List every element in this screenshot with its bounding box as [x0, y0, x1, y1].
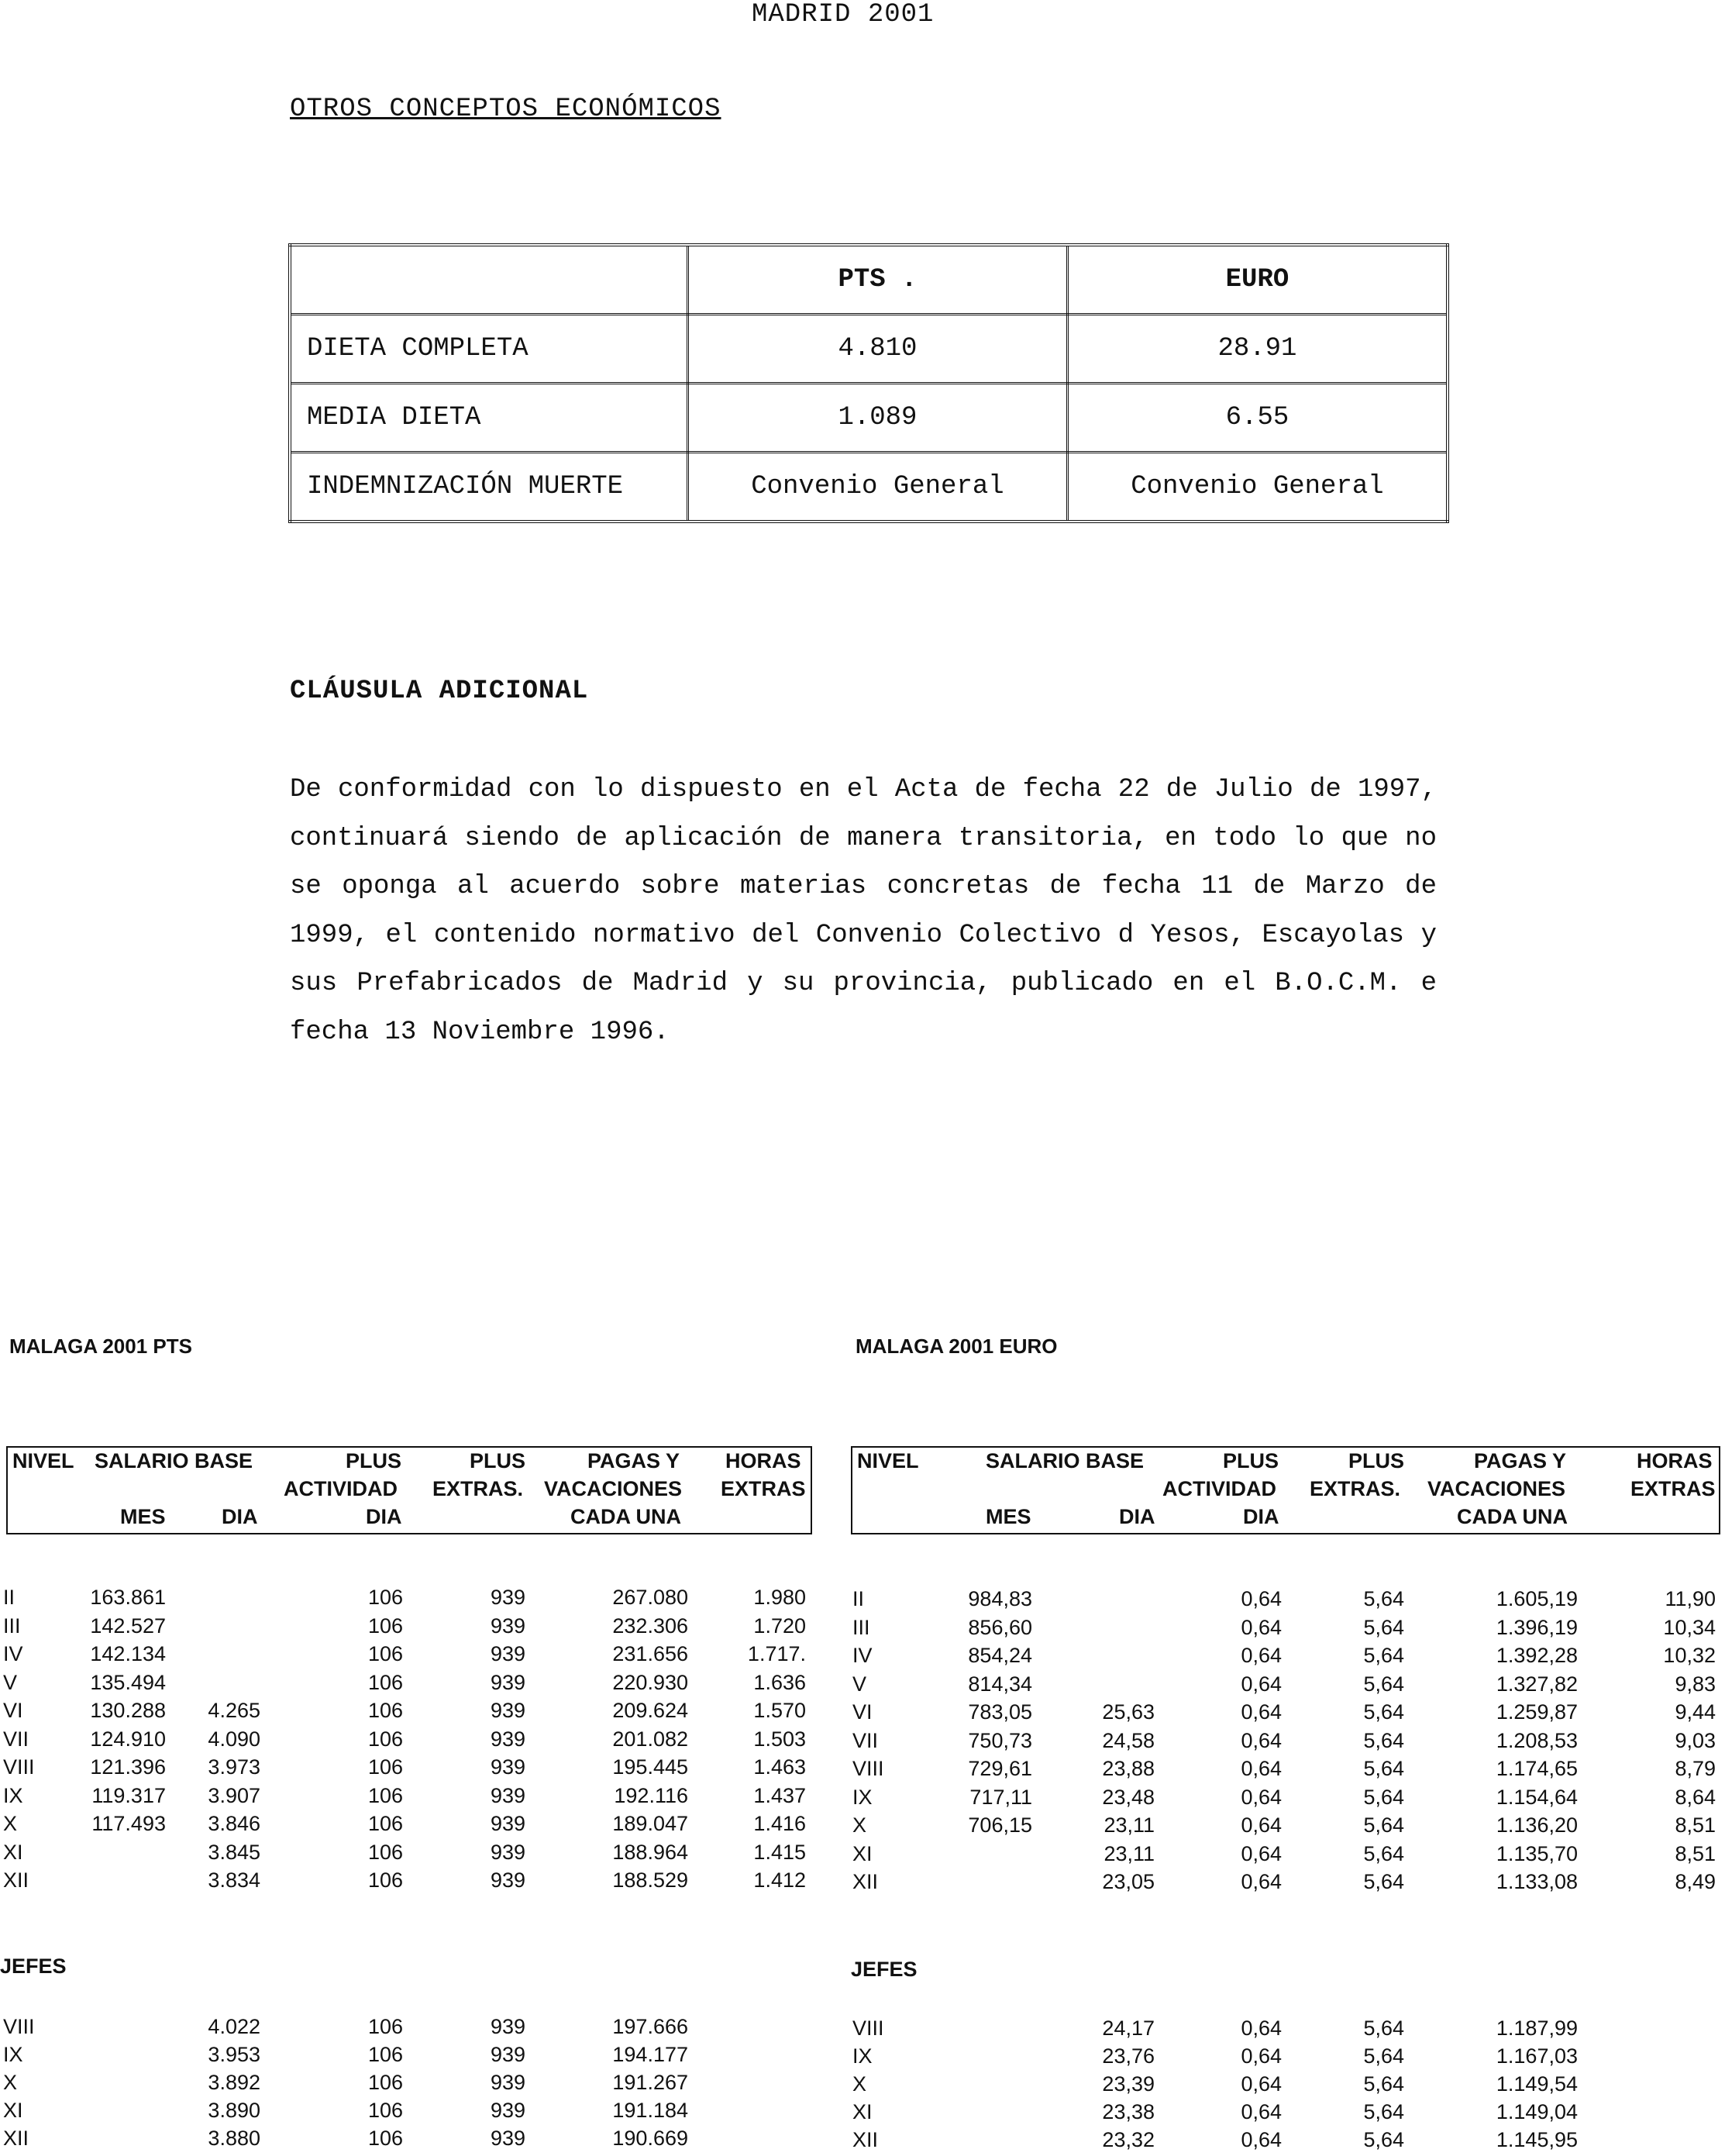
table-row	[851, 2128, 1720, 2156]
horas-extras-cell: 8,64	[1675, 1785, 1716, 1809]
table-header	[851, 1446, 1720, 1534]
plus-extras-cell: 939	[490, 1783, 525, 1807]
plus-actividad-cell: 106	[367, 2127, 403, 2150]
nivel-cell: II	[3, 1586, 15, 1609]
table-row	[3, 1699, 812, 1727]
horas-extras-cell: 8,51	[1675, 1841, 1716, 1865]
column-header-pts: PTS .	[688, 245, 1068, 315]
plus-extras-cell: 939	[490, 2071, 525, 2094]
salario-mes-cell: 729,61	[968, 1757, 1032, 1780]
plus-extras-cell: 5,64	[1363, 2072, 1404, 2096]
pagas-vacaciones-cell: 1.149,04	[1496, 2100, 1578, 2123]
plus-extras-cell: 5,64	[1363, 1700, 1404, 1724]
salario-mes-cell: 121.396	[90, 1755, 166, 1779]
table-row	[3, 2015, 812, 2043]
nivel-cell: X	[3, 1812, 18, 1835]
plus-actividad-cell: 106	[367, 1727, 403, 1751]
salario-mes-cell: 163.861	[90, 1586, 166, 1609]
plus-actividad-cell: 106	[367, 2071, 403, 2094]
pagas-vacaciones-cell: 1.133,08	[1496, 1870, 1578, 1893]
table-row	[851, 2044, 1720, 2072]
salario-dia-cell: 4.090	[208, 1727, 260, 1751]
plus-extras-cell: 939	[490, 2099, 525, 2122]
table-row	[851, 1757, 1720, 1785]
horas-extras-cell: 1.636	[753, 1670, 806, 1694]
nivel-cell: V	[852, 1672, 867, 1696]
plus-actividad-cell: 106	[367, 1868, 403, 1892]
header-horas: HORAS	[1637, 1449, 1713, 1472]
salario-dia-cell: 24,17	[1102, 2017, 1155, 2040]
pagas-vacaciones-cell: 194.177	[612, 2043, 688, 2066]
plus-extras-cell: 5,64	[1363, 1644, 1404, 1667]
plus-extras-cell: 5,64	[1363, 1615, 1404, 1639]
plus-actividad-cell: 106	[367, 1783, 403, 1807]
pagas-vacaciones-cell: 1.605,19	[1496, 1587, 1578, 1610]
salario-mes-cell: 124.910	[90, 1727, 166, 1751]
pagas-vacaciones-cell: 188.964	[612, 1840, 688, 1864]
header-dia: DIA	[1119, 1505, 1155, 1528]
nivel-cell: III	[3, 1614, 21, 1638]
plus-extras-cell: 939	[490, 1840, 525, 1864]
pagas-vacaciones-cell: 1.174,65	[1496, 1757, 1578, 1780]
table-row	[851, 1729, 1720, 1757]
plus-actividad-cell: 0,64	[1241, 1728, 1282, 1752]
pagas-vacaciones-cell: 231.656	[612, 1642, 688, 1665]
table-row	[3, 1868, 812, 1896]
nivel-cell: VII	[852, 1728, 879, 1752]
pagas-vacaciones-cell: 190.669	[612, 2127, 688, 2150]
header-mes: MES	[120, 1505, 166, 1528]
plus-extras-cell: 5,64	[1363, 1813, 1404, 1837]
horas-extras-cell: 10,34	[1663, 1615, 1716, 1639]
salario-mes-cell: 706,15	[968, 1813, 1032, 1837]
horas-extras-cell: 8,51	[1675, 1813, 1716, 1837]
header-actividad: ACTIVIDAD	[284, 1477, 398, 1500]
salario-dia-cell: 3.892	[208, 2071, 260, 2094]
header-vacaciones: VACACIONES	[1427, 1477, 1566, 1500]
salario-dia-cell: 3.846	[208, 1812, 260, 1835]
pagas-vacaciones-cell: 1.135,70	[1496, 1841, 1578, 1865]
row-label: DIETA COMPLETA	[290, 315, 688, 384]
salario-dia-cell: 25,63	[1102, 1700, 1155, 1724]
horas-extras-cell: 9,44	[1675, 1700, 1716, 1724]
malaga-euro-table	[851, 1446, 1720, 2151]
table-row	[3, 1783, 812, 1812]
nivel-cell: IX	[852, 2044, 873, 2068]
table-row	[3, 1840, 812, 1868]
pagas-vacaciones-cell: 1.259,87	[1496, 1700, 1578, 1724]
horas-extras-cell: 1.463	[753, 1755, 806, 1779]
plus-actividad-cell: 0,64	[1241, 1757, 1282, 1780]
plus-extras-cell: 939	[490, 1614, 525, 1638]
plus-actividad-cell: 106	[367, 1699, 403, 1722]
plus-extras-cell: 939	[490, 1727, 525, 1751]
table-row	[3, 2071, 812, 2099]
plus-actividad-cell: 0,64	[1241, 2044, 1282, 2068]
plus-extras-cell: 939	[490, 1868, 525, 1892]
table-row	[3, 1812, 812, 1840]
pagas-vacaciones-cell: 188.529	[612, 1868, 688, 1892]
header-actividad: ACTIVIDAD	[1162, 1477, 1276, 1500]
nivel-cell: III	[852, 1615, 870, 1639]
salario-dia-cell: 23,38	[1102, 2100, 1155, 2123]
nivel-cell: IV	[3, 1642, 23, 1665]
nivel-cell: VIII	[852, 1757, 884, 1780]
nivel-cell: XII	[3, 1868, 29, 1892]
horas-extras-cell: 1.437	[753, 1783, 806, 1807]
table-row	[3, 1755, 812, 1783]
salario-dia-cell: 3.907	[208, 1783, 260, 1807]
plus-actividad-cell: 106	[367, 1670, 403, 1694]
horas-extras-cell: 9,83	[1675, 1672, 1716, 1696]
pagas-vacaciones-cell: 220.930	[612, 1670, 688, 1694]
plus-extras-cell: 939	[490, 1755, 525, 1779]
pagas-vacaciones-cell: 191.184	[612, 2099, 688, 2122]
pagas-vacaciones-cell: 1.392,28	[1496, 1644, 1578, 1667]
table-row	[3, 1586, 812, 1614]
jefes-title: JEFES	[0, 1955, 67, 1978]
nivel-cell: XI	[3, 1840, 23, 1864]
salario-mes-cell: 142.134	[90, 1642, 166, 1665]
plus-actividad-cell: 106	[367, 2015, 403, 2038]
salario-mes-cell: 814,34	[968, 1672, 1032, 1696]
plus-actividad-cell: 0,64	[1241, 1672, 1282, 1696]
pagas-vacaciones-cell: 195.445	[612, 1755, 688, 1779]
plus-actividad-cell: 0,64	[1241, 1615, 1282, 1639]
header-actividad-dia: DIA	[1243, 1505, 1279, 1528]
header-cada-una: CADA UNA	[570, 1505, 681, 1528]
euro-value: 6.55	[1067, 384, 1448, 453]
plus-extras-cell: 5,64	[1363, 1870, 1404, 1893]
horas-extras-cell: 1.415	[753, 1840, 806, 1864]
plus-extras-cell: 5,64	[1363, 1728, 1404, 1752]
header-plus-extras: PLUS	[1348, 1449, 1405, 1472]
pagas-vacaciones-cell: 1.154,64	[1496, 1785, 1578, 1809]
table-row	[851, 1813, 1720, 1841]
malaga-pts-title: MALAGA 2001 PTS	[9, 1335, 192, 1358]
salario-dia-cell: 23,76	[1102, 2044, 1155, 2068]
plus-actividad-cell: 0,64	[1241, 1813, 1282, 1837]
jefes-title: JEFES	[851, 1958, 918, 1981]
salario-mes-cell: 130.288	[90, 1699, 166, 1722]
pts-value: Convenio General	[688, 453, 1068, 522]
table-row	[851, 2072, 1720, 2100]
horas-extras-cell: 10,32	[1663, 1644, 1716, 1667]
nivel-cell: XII	[852, 2128, 879, 2151]
salario-mes-cell: 717,11	[969, 1785, 1032, 1809]
malaga-pts-table	[0, 1446, 812, 2150]
horas-extras-cell: 1.980	[753, 1586, 806, 1609]
salario-dia-cell: 23,32	[1102, 2128, 1155, 2151]
salario-dia-cell: 3.953	[208, 2043, 260, 2066]
nivel-cell: VIII	[3, 1755, 35, 1779]
header-vacaciones: VACACIONES	[544, 1477, 683, 1500]
header-extras: EXTRAS.	[432, 1477, 524, 1500]
salario-dia-cell: 3.880	[208, 2127, 260, 2150]
plus-extras-cell: 5,64	[1363, 2128, 1404, 2151]
pagas-vacaciones-cell: 191.267	[612, 2071, 688, 2094]
horas-extras-cell: 11,90	[1665, 1587, 1716, 1610]
horas-extras-cell: 1.720	[753, 1614, 806, 1638]
table-header-row	[290, 245, 1448, 315]
pagas-vacaciones-cell: 197.666	[612, 2015, 688, 2038]
plus-extras-cell: 5,64	[1363, 2017, 1404, 2040]
nivel-cell: XI	[3, 2099, 23, 2122]
nivel-cell: XII	[852, 1870, 879, 1893]
header-horas-extras: EXTRAS	[721, 1477, 806, 1500]
table-row	[851, 1700, 1720, 1728]
row-label: INDEMNIZACIÓN MUERTE	[290, 453, 688, 522]
header-mes: MES	[986, 1505, 1031, 1528]
plus-actividad-cell: 106	[367, 1586, 403, 1609]
header-pagas: PAGAS Y	[587, 1449, 680, 1472]
pagas-vacaciones-cell: 1.149,54	[1496, 2072, 1578, 2096]
salario-mes-cell: 135.494	[90, 1670, 166, 1694]
table-row	[851, 2017, 1720, 2044]
plus-actividad-cell: 106	[367, 2043, 403, 2066]
table-row	[851, 2100, 1720, 2128]
table-row	[851, 1842, 1720, 1870]
euro-value: 28.91	[1067, 315, 1448, 384]
plus-actividad-cell: 106	[367, 1755, 403, 1779]
nivel-cell: V	[3, 1670, 18, 1694]
plus-extras-cell: 5,64	[1363, 2100, 1404, 2123]
pagas-vacaciones-cell: 1.167,03	[1496, 2044, 1578, 2068]
pagas-vacaciones-cell: 201.082	[612, 1727, 688, 1751]
pagas-vacaciones-cell: 1.136,20	[1496, 1813, 1578, 1837]
table-row	[3, 1727, 812, 1755]
plus-extras-cell: 939	[490, 1812, 525, 1835]
salario-dia-cell: 23,48	[1102, 1785, 1155, 1809]
table-row	[3, 2043, 812, 2071]
section-title-otros-conceptos: OTROS CONCEPTOS ECONÓMICOS	[290, 95, 721, 124]
header-salario-base: SALARIO BASE	[986, 1449, 1145, 1472]
clausula-title: CLÁUSULA ADICIONAL	[290, 677, 589, 706]
horas-extras-cell: 1.503	[753, 1727, 806, 1751]
otros-conceptos-table	[288, 243, 1449, 523]
plus-extras-cell: 939	[490, 1670, 525, 1694]
horas-extras-cell: 1.717.	[747, 1642, 806, 1665]
plus-actividad-cell: 106	[367, 2099, 403, 2122]
plus-extras-cell: 939	[490, 1586, 525, 1609]
table-row	[290, 315, 1448, 384]
pagas-vacaciones-cell: 189.047	[612, 1812, 688, 1835]
plus-extras-cell: 5,64	[1363, 1672, 1404, 1696]
clausula-paragraph: De conformidad con lo dispuesto en el Acta de fecha 22 de Julio de 1997, continuará siendo de aplicación de manera transitoria, en todo lo que no se oponga al acuerdo sobre materias concretas de fecha 11 de Marzo de 1999, el contenido normativo del Convenio Colectivo d Yesos, Escayolas y sus Prefabricados de Madrid y su provincia, publicado en el B.O.C.M. e fecha 13 Noviembre 1996.	[290, 775, 1437, 1047]
header-nivel: NIVEL	[12, 1449, 74, 1472]
nivel-cell: IX	[3, 2043, 23, 2066]
plus-actividad-cell: 0,64	[1241, 1870, 1282, 1893]
plus-extras-cell: 5,64	[1363, 1757, 1404, 1780]
pagas-vacaciones-cell: 267.080	[612, 1586, 688, 1609]
nivel-cell: XII	[3, 2127, 29, 2150]
table-row	[851, 1644, 1720, 1672]
plus-actividad-cell: 106	[367, 1642, 403, 1665]
plus-actividad-cell: 0,64	[1241, 1700, 1282, 1724]
nivel-cell: XI	[852, 2100, 873, 2123]
pts-value: 1.089	[688, 384, 1068, 453]
pagas-vacaciones-cell: 192.116	[614, 1783, 688, 1807]
nivel-cell: IX	[3, 1783, 23, 1807]
header-actividad-dia: DIA	[366, 1505, 402, 1528]
salario-dia-cell: 3.834	[208, 1868, 260, 1892]
plus-actividad-cell: 0,64	[1241, 2100, 1282, 2123]
plus-actividad-cell: 0,64	[1241, 2017, 1282, 2040]
column-header-empty	[290, 245, 688, 315]
salario-mes-cell: 750,73	[968, 1728, 1032, 1752]
nivel-cell: X	[852, 2072, 867, 2096]
plus-extras-cell: 5,64	[1363, 1841, 1404, 1865]
horas-extras-cell: 8,49	[1675, 1870, 1716, 1893]
pagas-vacaciones-cell: 1.145,95	[1496, 2128, 1578, 2151]
plus-extras-cell: 939	[490, 1642, 525, 1665]
table-row	[851, 1870, 1720, 1898]
table-header	[6, 1446, 812, 1534]
horas-extras-cell: 9,03	[1675, 1728, 1716, 1752]
plus-actividad-cell: 106	[367, 1614, 403, 1638]
header-plus: PLUS	[346, 1449, 402, 1472]
pts-value: 4.810	[688, 315, 1068, 384]
header-extras: EXTRAS.	[1310, 1477, 1401, 1500]
plus-actividad-cell: 0,64	[1241, 1785, 1282, 1809]
plus-actividad-cell: 106	[367, 1840, 403, 1864]
nivel-cell: X	[852, 1813, 867, 1837]
table-row	[851, 1587, 1720, 1615]
table-row	[3, 1614, 812, 1642]
salario-dia-cell: 23,11	[1104, 1813, 1155, 1837]
plus-actividad-cell: 0,64	[1241, 2128, 1282, 2151]
header-horas: HORAS	[725, 1449, 801, 1472]
table-row	[3, 2127, 812, 2154]
plus-extras-cell: 939	[490, 2127, 525, 2150]
header-plus-extras: PLUS	[470, 1449, 526, 1472]
nivel-cell: VIII	[852, 2017, 884, 2040]
plus-extras-cell: 5,64	[1363, 1587, 1404, 1610]
table-row	[3, 2099, 812, 2127]
salario-dia-cell: 23,11	[1104, 1841, 1155, 1865]
nivel-cell: IX	[852, 1785, 873, 1809]
salario-mes-cell: 119.317	[91, 1783, 166, 1807]
horas-extras-cell: 1.416	[753, 1812, 806, 1835]
plus-extras-cell: 939	[490, 1699, 525, 1722]
header-pagas: PAGAS Y	[1474, 1449, 1567, 1472]
header-horas-extras: EXTRAS	[1630, 1477, 1716, 1500]
nivel-cell: XI	[852, 1841, 873, 1865]
salario-dia-cell: 23,88	[1102, 1757, 1155, 1780]
salario-dia-cell: 23,05	[1102, 1870, 1155, 1893]
pagas-vacaciones-cell: 1.187,99	[1496, 2017, 1578, 2040]
salario-mes-cell: 854,24	[968, 1644, 1032, 1667]
nivel-cell: VI	[3, 1699, 23, 1722]
nivel-cell: VIII	[3, 2015, 35, 2038]
pagas-vacaciones-cell: 1.208,53	[1496, 1728, 1578, 1752]
salario-mes-cell: 783,05	[968, 1700, 1032, 1724]
plus-extras-cell: 939	[490, 2015, 525, 2038]
header-nivel: NIVEL	[857, 1449, 919, 1472]
header-salario-base: SALARIO BASE	[95, 1449, 253, 1472]
nivel-cell: X	[3, 2071, 18, 2094]
header-cada-una: CADA UNA	[1457, 1505, 1568, 1528]
column-header-euro: EURO	[1067, 245, 1448, 315]
table-row	[290, 453, 1448, 522]
salario-dia-cell: 3.890	[208, 2099, 260, 2122]
euro-value: Convenio General	[1067, 453, 1448, 522]
malaga-euro-title: MALAGA 2001 EURO	[856, 1335, 1058, 1358]
nivel-cell: VII	[3, 1727, 29, 1751]
plus-extras-cell: 5,64	[1363, 1785, 1404, 1809]
salario-mes-cell: 142.527	[90, 1614, 166, 1638]
table-row	[851, 1672, 1720, 1700]
page-title: MADRID 2001	[752, 0, 935, 29]
plus-actividad-cell: 0,64	[1241, 1587, 1282, 1610]
salario-dia-cell: 24,58	[1102, 1728, 1155, 1752]
plus-actividad-cell: 0,64	[1241, 1644, 1282, 1667]
nivel-cell: IV	[852, 1644, 873, 1667]
salario-mes-cell: 856,60	[968, 1615, 1032, 1639]
salario-dia-cell: 4.022	[208, 2015, 260, 2038]
pagas-vacaciones-cell: 1.396,19	[1496, 1615, 1578, 1639]
nivel-cell: II	[852, 1587, 865, 1610]
horas-extras-cell: 1.412	[753, 1868, 806, 1892]
header-plus: PLUS	[1223, 1449, 1279, 1472]
salario-dia-cell: 3.845	[208, 1840, 260, 1864]
plus-actividad-cell: 0,64	[1241, 1841, 1282, 1865]
salario-dia-cell: 4.265	[208, 1699, 260, 1722]
table-row	[3, 1670, 812, 1699]
salario-dia-cell: 23,39	[1102, 2072, 1155, 2096]
header-dia: DIA	[222, 1505, 258, 1528]
row-label: MEDIA DIETA	[290, 384, 688, 453]
horas-extras-cell: 1.570	[753, 1699, 806, 1722]
plus-actividad-cell: 0,64	[1241, 2072, 1282, 2096]
salario-mes-cell: 984,83	[968, 1587, 1032, 1610]
salario-dia-cell: 3.973	[208, 1755, 260, 1779]
horas-extras-cell: 8,79	[1675, 1757, 1716, 1780]
table-row	[3, 1642, 812, 1670]
plus-extras-cell: 5,64	[1363, 2044, 1404, 2068]
table-row	[851, 1616, 1720, 1644]
salario-mes-cell: 117.493	[91, 1812, 166, 1835]
pagas-vacaciones-cell: 209.624	[612, 1699, 688, 1722]
pagas-vacaciones-cell: 232.306	[612, 1614, 688, 1638]
table-row	[851, 1786, 1720, 1813]
pagas-vacaciones-cell: 1.327,82	[1496, 1672, 1578, 1696]
plus-actividad-cell: 106	[367, 1812, 403, 1835]
nivel-cell: VI	[852, 1700, 873, 1724]
plus-extras-cell: 939	[490, 2043, 525, 2066]
table-row	[290, 384, 1448, 453]
